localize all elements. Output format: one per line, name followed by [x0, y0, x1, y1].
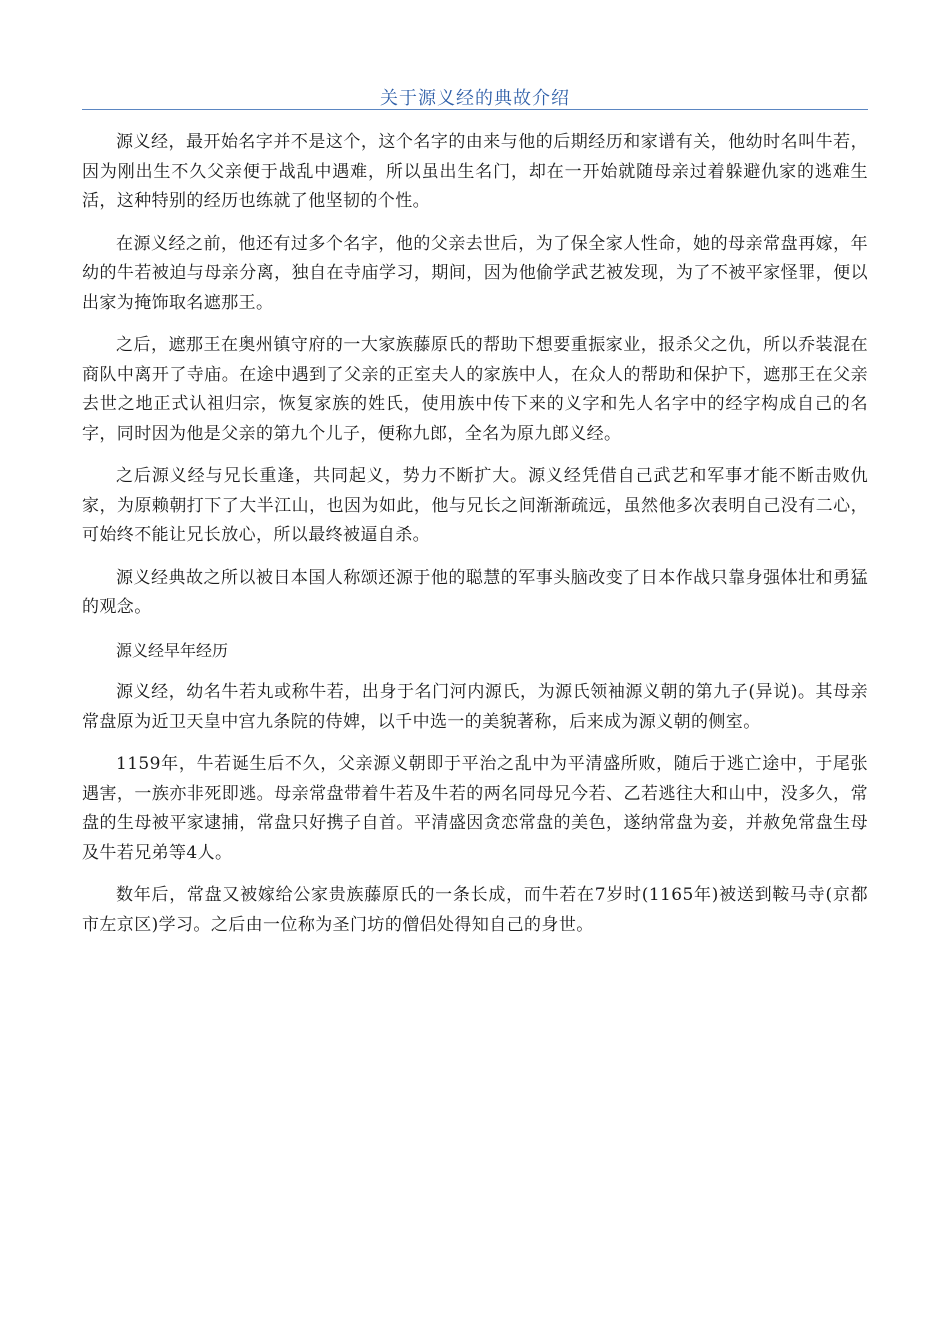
paragraph: 源义经典故之所以被日本国人称颂还源于他的聪慧的军事头脑改变了日本作战只靠身强体壮和勇猛的观念。 [82, 567, 868, 617]
header-title: 关于源义经的典故介绍 [380, 88, 570, 109]
page-header [82, 80, 868, 110]
section-subheading: 源义经早年经历 [116, 640, 229, 660]
paragraph: 源义经，最开始名字并不是这个，这个名字的由来与他的后期经历和家谱有关，他幼时名叫牛若，因为刚出生不久父亲便于战乱中遇难，所以虽出生名门，却在一开始就随母亲过着躲避仇家的逃难生活，这种特别的经历也练就了他坚韧的个性。 [82, 132, 868, 211]
paragraph: 之后，遮那王在奥州镇守府的一大家族藤原氏的帮助下想要重振家业，报杀父之仇，所以乔装混在商队中离开了寺庙。在途中遇到了父亲的正室夫人的家族中人，在众人的帮助和保护下，遮那王在父亲去世之地正式认祖归宗，恢复家族的姓氏，使用族中传下来的义字和先人名字中的经字构成自己的名字，同时因为他是父亲的第九个儿子，便称九郎，全名为原九郎义经。 [82, 335, 868, 444]
paragraph: 1159年，牛若诞生后不久，父亲源义朝即于平治之乱中为平清盛所败，随后于逃亡途中，于尾张遇害，一族亦非死即逃。母亲常盘带着牛若及牛若的两名同母兄今若、乙若逃往大和山中，没多久，常盘的生母被平家逮捕，常盘只好携子自首。平清盛因贪恋常盘的美色，遂纳常盘为妾，并赦免常盘生母及牛若兄弟等4人。 [82, 754, 868, 863]
paragraph: 在源义经之前，他还有过多个名字，他的父亲去世后，为了保全家人性命，她的母亲常盘再嫁，年幼的牛若被迫与母亲分离，独自在寺庙学习，期间，因为他偷学武艺被发现，为了不被平家怪罪，便以出家为掩饰取名遮那王。 [82, 233, 868, 313]
paragraph: 之后源义经与兄长重逢，共同起义，势力不断扩大。源义经凭借自己武艺和军事才能不断击败仇家，为原赖朝打下了大半江山，也因为如此，他与兄长之间渐渐疏远，虽然他多次表明自己没有二心，可始终不能让兄长放心，所以最终被逼自杀。 [82, 466, 868, 545]
document-body [82, 128, 868, 953]
paragraph: 数年后，常盘又被嫁给公家贵族藤原氏的一条长成，而牛若在7岁时(1165年)被送到鞍马寺(京都市左京区)学习。之后由一位称为圣门坊的僧侣处得知自己的身世。 [82, 885, 868, 935]
paragraph: 源义经，幼名牛若丸或称牛若，出身于名门河内源氏，为源氏领袖源义朝的第九子(异说)。其母亲常盘原为近卫天皇中宫九条院的侍婢，以千中选一的美貌著称，后来成为源义朝的侧室。 [82, 682, 868, 732]
